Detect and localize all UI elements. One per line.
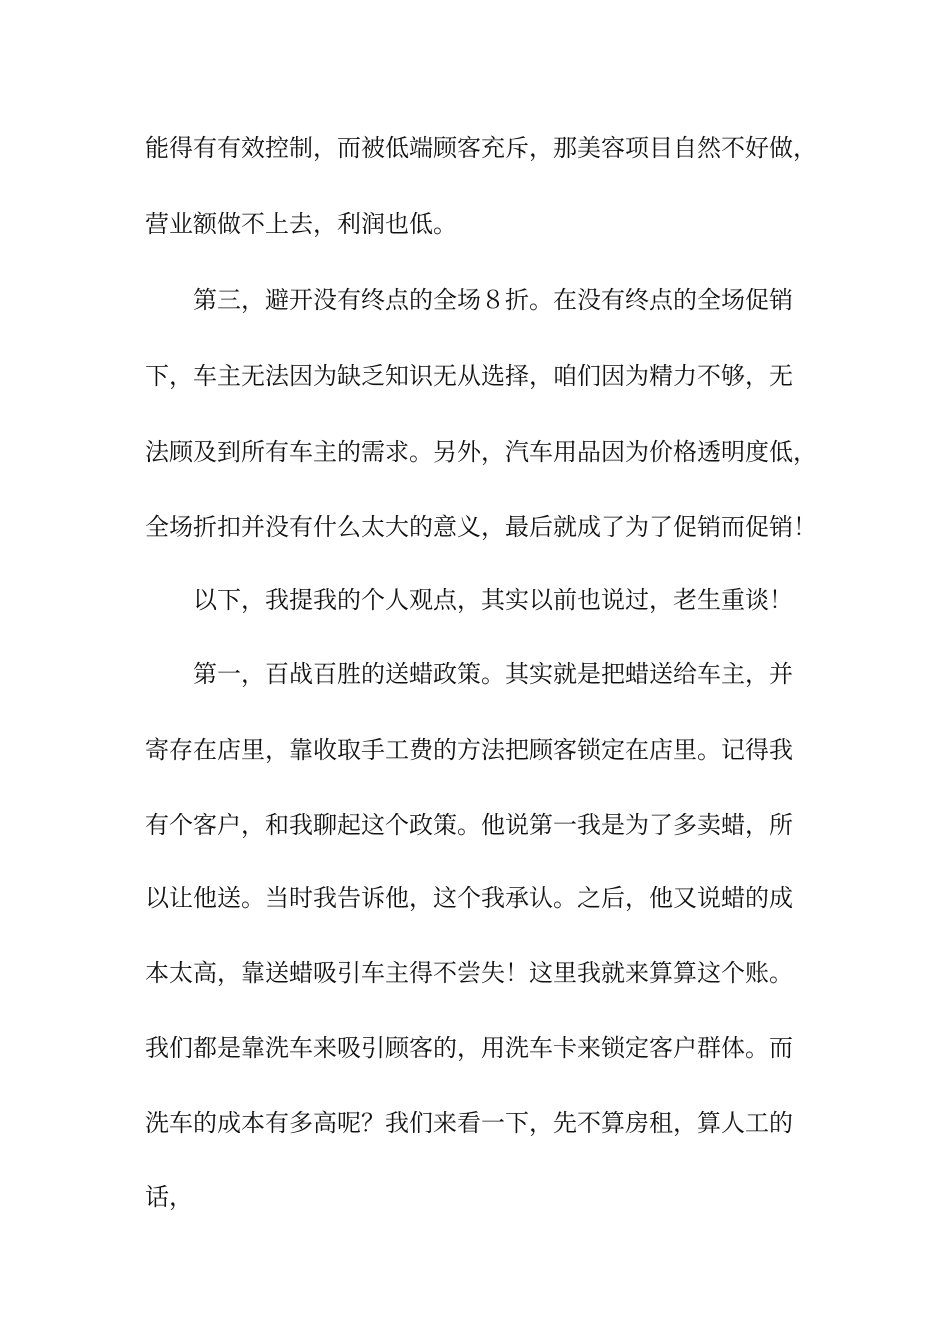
text-line: 下，车主无法因为缺乏知识无从选择，咱们因为精力不够，无 — [145, 362, 793, 390]
paragraph-start-line: 以下，我提我的个人观点，其实以前也说过，老生重谈！ — [193, 586, 793, 614]
text-line: 以让他送。当时我告诉他，这个我承认。之后，他又说蜡的成 — [145, 884, 793, 912]
text-line: 洗车的成本有多高呢？我们来看一下，先不算房租，算人工的 — [145, 1109, 793, 1137]
text-line: 我们都是靠洗车来吸引顾客的，用洗车卡来锁定客户群体。而 — [145, 1034, 793, 1062]
text-line: 寄存在店里，靠收取手工费的方法把顾客锁定在店里。记得我 — [145, 736, 793, 764]
text-line: 话， — [145, 1183, 193, 1211]
paragraph-start-line: 第一，百战百胜的送蜡政策。其实就是把蜡送给车主，并 — [193, 660, 793, 688]
paragraph-start-line: 第三，避开没有终点的全场８折。在没有终点的全场促销 — [193, 286, 793, 314]
text-line: 营业额做不上去，利润也低。 — [145, 210, 457, 238]
text-line: 能得有有效控制，而被低端顾客充斥，那美容项目自然不好做， — [145, 134, 817, 162]
text-line: 法顾及到所有车主的需求。另外，汽车用品因为价格透明度低， — [145, 438, 817, 466]
text-line: 本太高，靠送蜡吸引车主得不尝失！这里我就来算算这个账。 — [145, 959, 793, 987]
text-line: 有个客户，和我聊起这个政策。他说第一我是为了多卖蜡，所 — [145, 811, 793, 839]
text-line: 全场折扣并没有什么太大的意义，最后就成了为了促销而促销！ — [145, 513, 817, 541]
